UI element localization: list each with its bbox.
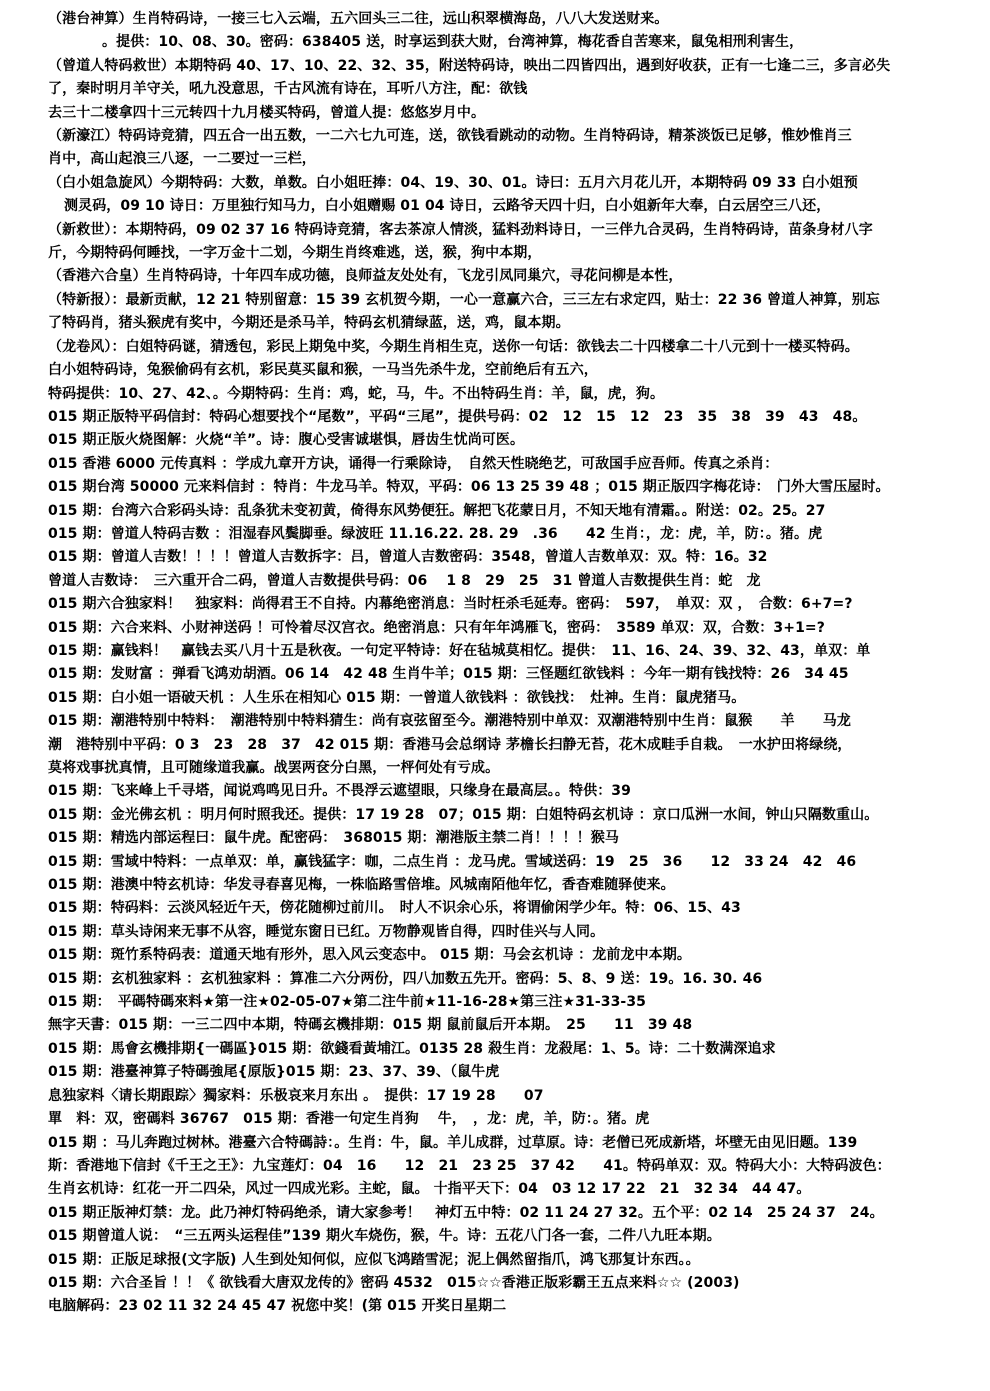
text-line: 015 期：白小姐一语破天机 ：人生乐在相知心 015 期：一曾道人欲钱料 ：欲钱找： 灶神。生肖：鼠虎猪马。 (48, 689, 746, 706)
text-line: 015 期：正版足球报(文字版) 人生到处知何似，应似飞鸿踏雪泥；泥上偶然留指爪，鸿飞那复计东西。。 (48, 1251, 700, 1268)
text-line: 015 期：发财富 ：弹看飞鸿劝胡酒。06 14 42 48 生肖牛羊；015 期：三怪题红欲钱料 ：今年一期有钱找特：26 34 45 (48, 666, 849, 683)
text-line: （龙卷风）：白姐特码谜，猜透包，彩民上期兔中奖，今期生肖相生克，送你一句话：欲钱去二十四楼拿二十八元到十一楼买特码。 (48, 338, 859, 355)
text-line: 潮 港特别中平码：0 3 23 28 37 42 015 期：香港马会总纲诗 茅檐长扫静无苔，花木成畦手自栽。 一水护田将绿绕， (48, 736, 852, 753)
text-line: （白小姐急旋风）今期特码：大数，单数。白小姐旺捧：04、19、30、01。诗曰：五月六月花儿开，本期特码 09 33 白小姐预 (48, 174, 858, 191)
text-line: 015 期：玄机独家料 ：玄机独家料 ：算准二六分两份，四八加数五先开。密码：5、8、9 送：19。16. 30. 46 (48, 970, 763, 987)
text-line: （新濠江）特码诗竞猜，四五合一出五数，一二六七九可连，送，欲钱看跳动的动物。生肖特码诗，精茶淡饭已足够，惟妙惟肖三 (48, 128, 852, 145)
text-line: 015 期：六合来料、小财神送码 ！可怜着尽汉宫衣。绝密消息：只有年年鸿雁飞，密码： 3589 单双：双，合数：3+1=? (48, 619, 825, 636)
text-line: 單 料：双，密碼料 36767 015 期：香港一句定生肖狗 牛， ，龙：虎，羊，防：。猪。虎 (48, 1111, 650, 1128)
text-line: 015 期六合独家料！ 独家料：尚得君王不自持。内幕绝密消息：当时枉杀毛延寿。密码： 597， 单双：双 ， 合数：6+7=? (48, 596, 853, 613)
text-line: 015 期：港澳中特玄机诗：华发寻春喜见梅，一株临路雪倍堆。风城南陌他年忆，香杳难随驿使来。 (48, 877, 675, 894)
text-line: 015 期台湾 50000 元来料信封 ：特肖：牛龙马羊。特双，平码：06 13 25 39 48 ；015 期正版四字梅花诗： 门外大雪压屋时。 (48, 479, 890, 496)
text-line: 015 期：赢钱料！ 赢钱去买八月十五是秋夜。一句定平特诗：好在毡城莫相忆。提供： 11、16、24、39、32、43，单双：单 (48, 642, 871, 659)
text-line: （曾道人特码救世）本期特码 40、17、10、22、32、35，附送特码诗，映出二四皆四出，遇到好收获，正有一七逢二三，多言必失 (48, 57, 891, 74)
text-line: 015 期：特码料：云淡风轻近午天，傍花随柳过前川。 时人不识余心乐，将谓偷闲学少年。特：06、15、43 (48, 900, 741, 917)
text-line: 015 期：港臺神算子特碼強尾{原版}015 期：23、37、39、（鼠牛虎 (48, 1064, 500, 1081)
text-line: 肖中，高山起浪三八逐，一二要过一三栏， (48, 151, 316, 168)
text-line: 了特码肖，猪头猴虎有奖中，今期还是杀马羊，特码玄机猜绿蓝，送，鸡，鼠本期。 (48, 315, 570, 332)
text-line: （香港六合皇）生肖特码诗，十年四车成功德，良师益友处处有，飞龙引凤同巢穴，寻花问柳是本性， (48, 268, 683, 285)
text-line: 015 期：台湾六合彩码头诗：乱条犹未变初黄，倚得东风势便狂。解把飞花蒙日月，不知天地有清霜。。附送：02。25。27 (48, 502, 826, 519)
text-line: 015 期：馬會玄機排期{一碼區}015 期：欲錢看黃埔江。0135 28 殺生肖：龙殺尾：1、5。诗：二十数满深追求 (48, 1040, 776, 1057)
text-line: 015 期： 平碼特碼來料★第一注★02-05-07★第二注牛前★11-16-28★第三注★31-33-35 (48, 994, 647, 1011)
text-line: 015 期正版神灯禁：龙。此乃神灯特码绝杀，请大家参考！ 神灯五中特：02 11 24 27 32。五个平：02 14 25 24 37 24。 (48, 1204, 884, 1221)
text-line: 015 期：雪域中特料：一点单双：单，赢钱猛字：咖，二点生肖 ：龙马虎。雪域送码：19 25 36 12 33 24 42 46 (48, 853, 857, 870)
text-line: 015 期：金光佛玄机 ：明月何时照我还。提供：17 19 28 07；015 期：白姐特码玄机诗 ：京口瓜洲一水间，钟山只隔数重山。 (48, 806, 879, 823)
text-line: （港台神算）生肖特码诗，一接三七入云端，五六回头三二往，远山积翠横海岛，八八大发送财来。 (48, 11, 669, 27)
text-line: 015 期曾道人说： “三五两头运程佳”139 期火车烧伤，猴，牛。诗：五花八门各一套，二件八九旺本期。 (48, 1228, 721, 1245)
text-line: 电脑解码：23 02 11 32 24 45 47 祝您中奖！(第 015 开奖日星期二 (48, 1298, 507, 1315)
text-line: 。提供：10、08、30。密码：638405 送，时享运到获大财，台湾神算，梅花香自苦寒来，鼠兔相刑利害生， (102, 34, 804, 51)
text-line: （特新报）：最新贡献，12 21 特别留意：15 39 玄机贺今期，一心一意赢六合，三三左右求定四，贴士：22 36 曾道人神算，别忘 (48, 291, 880, 308)
text-line: 無字天書：015 期：一三二四中本期，特碼玄機排期：015 期 鼠前鼠后开本期。 25 11 39 48 (48, 1017, 693, 1034)
text-line: 015 期：曾道人吉数！！！！曾道人吉数拆字：吕，曾道人吉数密码：3548，曾道人吉数单双：双。特：16。32 (48, 549, 768, 566)
text-line: 白小姐特码诗，兔猴偷码有玄机，彩民莫买鼠和猴，一马当先杀牛龙，空前绝后有五六， (48, 362, 598, 379)
text-line: 测灵码，09 10 诗日：万里独行知马力，白小姐赠赐 01 04 诗日，云路爷天四十归，白小姐新年大奉，白云居空三八还， (64, 198, 831, 215)
text-line: 曾道人吉数诗： 三六重开合二码，曾道人吉数提供号码：06 1 8 29 25 31 曾道人吉数提供生肖：蛇 龙 (48, 572, 761, 589)
text-line: 015 期：精选内部运程曰：鼠牛虎。配密码： 368015 期：潮港版主禁二肖！！！！猴马 (48, 830, 619, 847)
text-line: 了，秦时明月羊守关，吼九没意思，千古风流有诗在，耳听八方注，配：欲钱 (48, 81, 528, 98)
text-line: 015 期正版火烧图解：火烧“羊”。诗：腹心受害诚堪惧，唇齿生忧尚可医。 (48, 432, 525, 449)
text-line: 015 期：六合圣旨 ！！《 欲钱看大唐双龙传的》密码 4532 015☆☆香港正版彩霸王五点来料☆☆ (2003) (48, 1274, 740, 1291)
text-line: 015 期正版特平码信封：特码心想要找个“尾数”，平码“三尾”，提供号码：02 12 15 12 23 35 38 39 43 48。 (48, 408, 867, 425)
text-line: 015 香港 6000 元传真料 ：学成九章开方诀，诵得一行乘除诗， 自然天性晓绝艺，可敌国手应吾师。传真之杀肖： (48, 455, 779, 472)
text-line: 015 期：潮港特别中特料： 潮港特别中特料猜生：尚有哀弦留至今。潮港特别中单双：双潮港特别中生肖：鼠猴 羊 马龙 (48, 713, 851, 730)
text-line: 斯：香港地下信封《千王之王》：九宝莲灯：04 16 12 21 23 25 37 42 41。特码单双：双。特码大小：大特码波色： (48, 1157, 891, 1174)
text-line: 015 期：斑竹系特码表：道通天地有形外，思入风云变态中。 015 期：马会玄机诗 ：龙前龙中本期。 (48, 947, 691, 964)
text-line: 去三十二楼拿四十三元转四十九月楼买特码，曾道人提：悠悠岁月中。 (48, 104, 486, 121)
text-line: 015 期：飞来峰上千寻塔，闻说鸡鸣见日升。不畏浮云遮望眼，只缘身在最高层。。特供：39 (48, 783, 631, 800)
text-line: 斤，今期特码何睡找，一字万金十二划，今期生肖终难逃，送，猴，狗中本期， (48, 245, 542, 262)
text-line: 015 期：曾道人特码吉数 ：泪湿春风鬓脚垂。绿波旺 11.16.22. 28. 29 .36 42 生肖：，龙：虎，羊，防：。猪。虎 (48, 525, 823, 542)
text-line: 特码提供：10、27、42、。今期特码：生肖：鸡，蛇，马，牛。不出特码生肖：羊，鼠，虎，狗。 (48, 385, 665, 402)
text-line: 015 期：草头诗闲来无事不从容，睡觉东窗日已红。万物静观皆自得，四时佳兴与人同。 (48, 923, 605, 940)
text-line: 生肖玄机诗：红花一开二四朵，风过一四成光彩。主蛇，鼠。 十指平天下：04 03 12 17 22 21 32 34 44 47。 (48, 1181, 811, 1198)
text-line: 息独家料〈请长期跟踪〉獨家料：乐极哀来月东出 。 提供：17 19 28 07 (48, 1087, 544, 1104)
text-line: （新救世）：本期特码，09 02 37 16 特码诗竞猜，客去茶凉人情淡，猛料劲料诗日，一三伴九合灵码，生肖特码诗，苗条身材八字 (48, 221, 873, 238)
text-line: 015 期 ：马儿奔跑过树林。港臺六合特碼詩：。生肖：牛，鼠。羊儿成群，过草原。诗：老僧已死成新塔，坏壁无由见旧题。139 (48, 1134, 858, 1151)
text-line: 莫将戏事扰真情，且可随缘道我赢。战罢两奁分白黑，一枰何处有亏成。 (48, 760, 500, 776)
